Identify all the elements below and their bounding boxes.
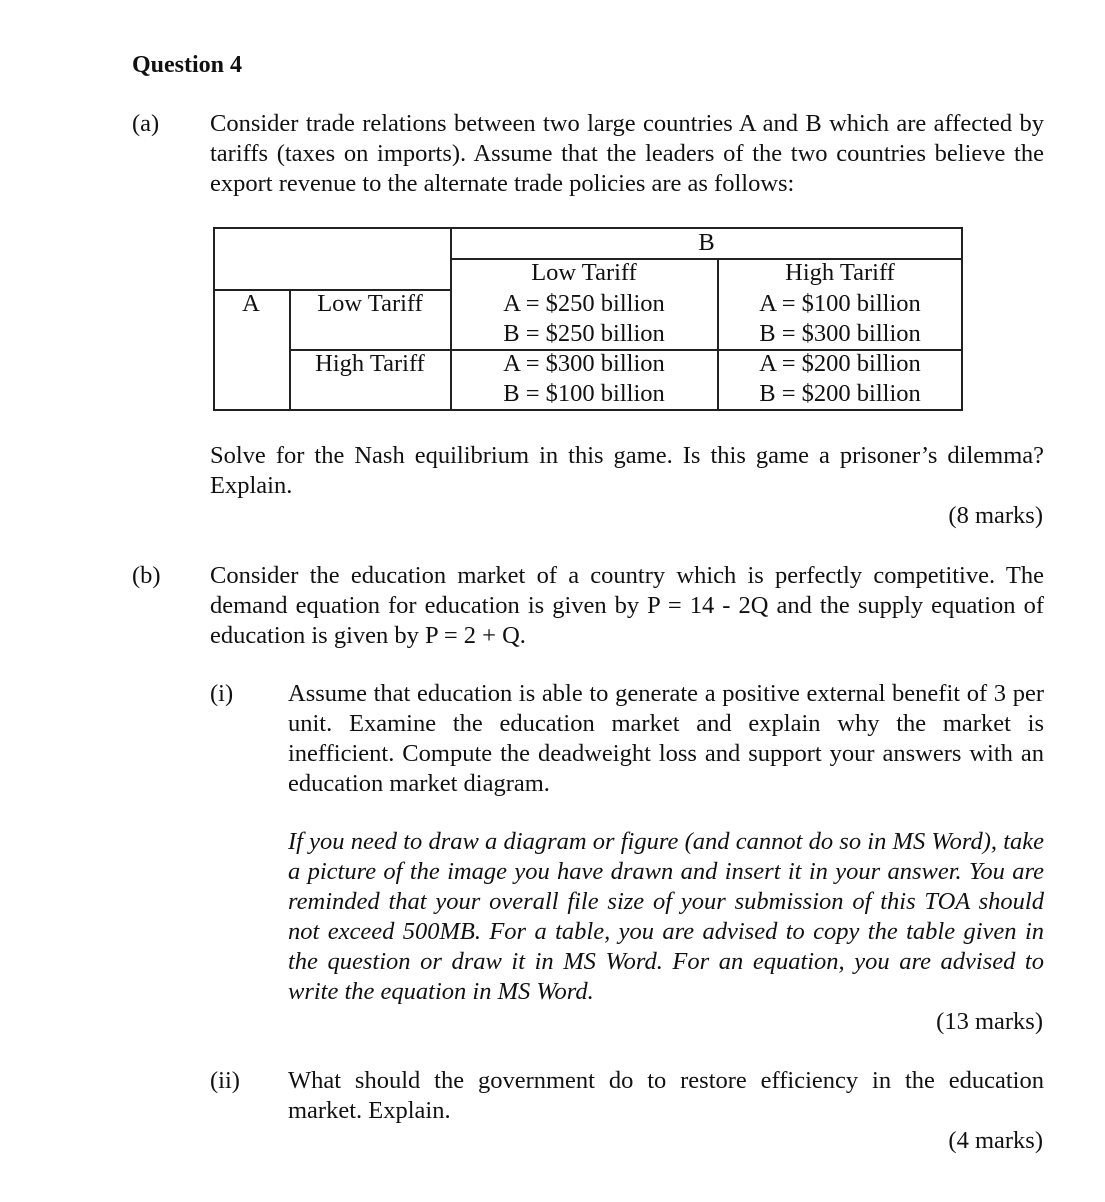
payoff-high-high-a: A = $200 billion bbox=[759, 350, 921, 377]
payoff-high-low-a: A = $300 billion bbox=[503, 350, 665, 377]
col-header-high-tariff: High Tariff bbox=[785, 259, 895, 286]
row-header-high-tariff: High Tariff bbox=[315, 350, 425, 377]
row-player-label: A bbox=[242, 290, 260, 317]
part-a-intro: Consider trade relations between two large countries A and B which are affected by tariffs (taxes on imports). Assume that the leaders of the two countries believe the export revenue to the alternate trade policies are as follows: bbox=[210, 110, 1044, 197]
payoff-low-low-a: A = $250 billion bbox=[503, 290, 665, 317]
row-header-low-tariff: Low Tariff bbox=[317, 290, 423, 317]
payoff-low-high-b: B = $300 billion bbox=[759, 320, 921, 347]
payoff-high-low-b: B = $100 billion bbox=[503, 380, 665, 407]
payoff-table bbox=[213, 227, 963, 411]
part-b-i-marks: (13 marks) bbox=[936, 1008, 1043, 1035]
part-b-ii-marks: (4 marks) bbox=[948, 1127, 1043, 1154]
part-a-marks: (8 marks) bbox=[948, 502, 1043, 529]
payoff-low-high-a: A = $100 billion bbox=[759, 290, 921, 317]
part-b-intro: Consider the education market of a country which is perfectly competitive. The demand equation for education is given by P = 14 - 2Q and the supply equation of education is given by P = 2 + Q. bbox=[210, 562, 1044, 649]
col-player-label: B bbox=[698, 229, 715, 256]
part-b-i-note: If you need to draw a diagram or figure (and cannot do so in MS Word), take a picture of the image you have drawn and insert it in your answer. You are reminded that your overall file size of your submission of this TOA should not exceed 500MB. For a table, you are advised to copy the table given in the question or draw it in MS Word. For an equation, you are advised to write the equation in MS Word. bbox=[288, 828, 1044, 1005]
col-header-low-tariff: Low Tariff bbox=[531, 259, 637, 286]
part-b-i-text: Assume that education is able to generate a positive external benefit of 3 per unit. Examine the education market and explain why the market is inefficient. Compute the deadweight loss and support your answers with an education market diagram. bbox=[288, 680, 1044, 797]
part-a-label: (a) bbox=[132, 110, 160, 137]
part-b-i-label: (i) bbox=[210, 680, 234, 707]
question-title: Question 4 bbox=[132, 52, 243, 78]
part-b-ii-label: (ii) bbox=[210, 1067, 240, 1094]
part-b-ii-text: What should the government do to restore efficiency in the education market. Explain. bbox=[288, 1067, 1044, 1124]
payoff-high-high-b: B = $200 billion bbox=[759, 380, 921, 407]
part-b-label: (b) bbox=[132, 562, 161, 589]
part-a-question: Solve for the Nash equilibrium in this game. Is this game a prisoner’s dilemma? Explain. bbox=[210, 442, 1044, 499]
payoff-low-low-b: B = $250 billion bbox=[503, 320, 665, 347]
